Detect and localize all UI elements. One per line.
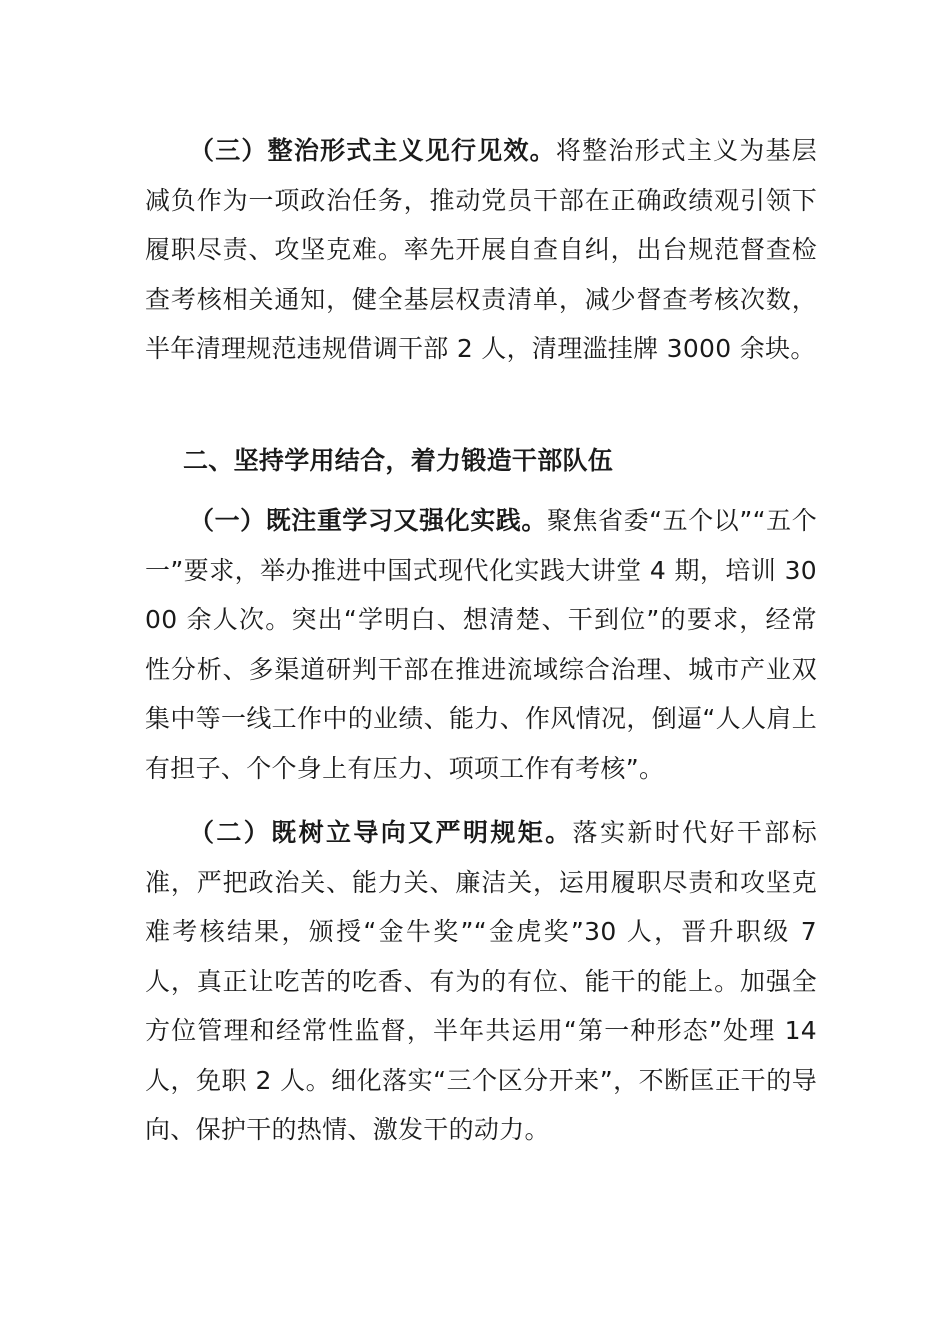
paragraph-body: 落实新时代好干部标准，严把政治关、能力关、廉洁关，运用履职尽责和攻坚克难考核结果，颁授“金牛奖”“金虎奖”30 人，晋升职级 7 人，真正让吃苦的吃香、有为的有位、能干的能上。加强全方位管理和经常性监督，半年共运用“第一种形态”处理 14 人，免职 2 人。细化落实“三个区分开来”，不断匡正干的导向、保护干的热情、激发干的动力。	[145, 818, 818, 1144]
paragraph-body: 聚焦省委“五个以”“五个一”要求，举办推进中国式现代化实践大讲堂 4 期，培训 3000 余人次。突出“学明白、想清楚、干到位”的要求，经常性分析、多渠道研判干部在推进流域综合治理、城市产业双集中等一线工作中的业绩、能力、作风情况，倒逼“人人肩上有担子、个个身上有压力、项项工作有考核”。	[145, 506, 817, 783]
paragraph-lead: （三）整治形式主义见行见效。	[189, 136, 556, 165]
paragraph-subsection-2	[145, 808, 817, 1155]
paragraph-lead: （二）既树立导向又严明规矩。	[189, 818, 573, 847]
paragraph-subsection-1	[145, 496, 817, 793]
paragraph-body: 将整治形式主义为基层减负作为一项政治任务，推动党员干部在正确政绩观引领下履职尽责、攻坚克难。率先开展自查自纠，出台规范督查检查考核相关通知，健全基层权责清单，减少督查考核次数，半年清理规范违规借调干部 2 人，清理滥挂牌 3000 余块。	[145, 136, 817, 363]
paragraph-section-3	[145, 126, 817, 374]
section-heading-2: 二、坚持学用结合，着力锻造干部队伍	[183, 446, 614, 475]
paragraph-lead: （一）既注重学习又强化实践。	[189, 506, 547, 535]
